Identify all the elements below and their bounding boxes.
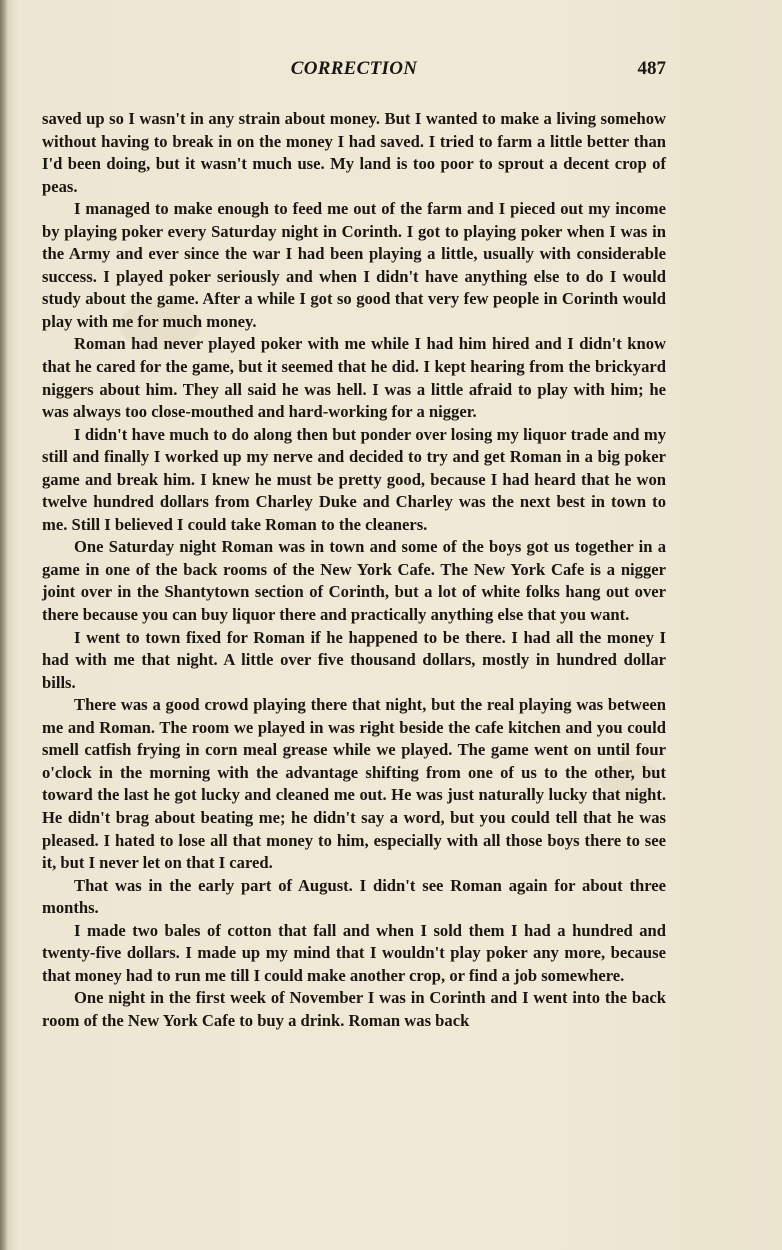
running-head: CORRECTION [290, 58, 418, 79]
paragraph: saved up so I wasn't in any strain about money. But I wanted to make a living somehow without having to break in on the money I had saved. I tried to farm a little better than I'd been doing, but it wasn't much use. My land is too poor to sprout a decent crop of peas. [42, 109, 666, 196]
paragraph: I made two bales of cotton that fall and when I sold them I had a hundred and twenty-five dollars. I made up my mind that I wouldn't play poker any more, because that money had to run me till I could make another crop, or find a job somewhere. [42, 920, 666, 985]
paragraph: I didn't have much to do along then but ponder over losing my liquor trade and my still and finally I worked up my nerve and decided to try and get Roman in a big poker game and break him. I knew he must be pretty good, because I had heard that he won twelve hundred dollars from Charley Duke and Charley was the next best in town to me. Still I believed I could take Roman to the cleaners. [42, 424, 666, 534]
paragraph: There was a good crowd playing there that night, but the real playing was between me and Roman. The room we played in was right beside the cafe kitchen and you could smell catfish frying in corn meal grease while we played. The game went on until four o'clock in the morning with the advantage shifting from one of us to the other, but toward the last he got lucky and cleaned me out. He was just naturally lucky that night. He didn't brag about beating me; he didn't say a word, but you could tell that he was pleased. I hated to lose all that money to him, especially with all those boys there to see it, but I never let on that I cared. [42, 695, 666, 873]
paragraph: That was in the early part of August. I didn't see Roman again for about three months. [42, 875, 666, 918]
paragraph: I managed to make enough to feed me out of the farm and I pieced out my income by playing poker every Saturday night in Corinth. I got to playing poker when I was in the Army and ever since the war I had been playing a little, usually with considerable success. I played poker seriously and when I didn't have anything else to do I would study about the game. After a while I got so good that very few people in Corinth would play with me for much money. [42, 199, 666, 331]
paragraph: I went to town fixed for Roman if he happened to be there. I had all the money I had with me that night. A little over five thousand dollars, mostly in hundred dollar bills. [42, 627, 666, 692]
book-spine-shadow [0, 0, 8, 1250]
paragraph: One Saturday night Roman was in town and some of the boys got us together in a game in one of the back rooms of the New York Cafe. The New York Cafe is a nigger joint over in the Shantytown section of Corinth, but a lot of white folks hang out over there because you can buy liquor there and practically anything else that you want. [42, 537, 666, 625]
page-header [42, 58, 666, 86]
page-number: 487 [637, 58, 666, 79]
paragraph: Roman had never played poker with me while I had him hired and I didn't know that he cared for the game, but it seemed that he did. I kept hearing from the brickyard niggers about him. They all said he was hell. I was a little afraid to play with him; he was always too close-mouthed and hard-working for a nigger. [42, 334, 666, 422]
paragraph: One night in the first week of November I was in Corinth and I went into the back room of the New York Cafe to buy a drink. Roman was back [42, 988, 666, 1030]
body-text [42, 108, 666, 1032]
